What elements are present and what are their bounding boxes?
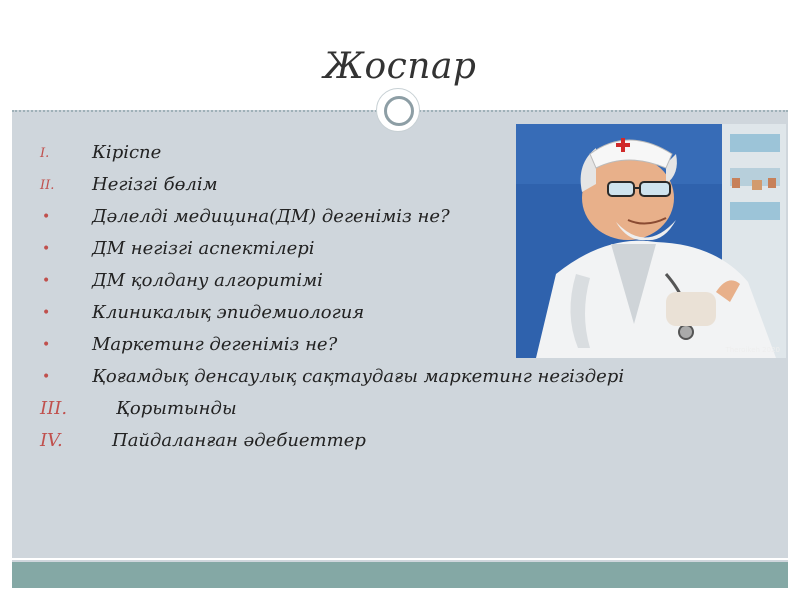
list-item-text: ДМ қолдану алгоритімі	[92, 270, 323, 291]
slide-frame	[12, 12, 788, 588]
list-marker: II.	[40, 178, 55, 193]
list-marker: IV.	[40, 430, 63, 451]
ring-inner	[384, 96, 414, 126]
bullet-icon: •	[42, 337, 51, 353]
bullet-icon: •	[42, 305, 51, 321]
list-item-text: Маркетинг дегеніміз не?	[92, 334, 338, 355]
list-item-text: Қорытынды	[116, 398, 237, 419]
footer-bar	[12, 562, 788, 588]
list-item-text: Негізгі бөлім	[92, 174, 218, 195]
bullet-icon: •	[42, 369, 51, 385]
doctor-drawing	[516, 124, 786, 358]
bullet-icon: •	[42, 273, 51, 289]
bullet-icon: •	[42, 209, 51, 225]
list-marker: I.	[40, 146, 50, 161]
ring-icon	[376, 88, 420, 132]
list-item-text: Кіріспе	[92, 142, 162, 163]
doctor-illustration	[516, 124, 786, 358]
list-marker: III.	[40, 398, 68, 419]
slide-title: Жоспар	[323, 46, 477, 87]
list-item-text: Пайдаланған әдебиеттер	[112, 430, 366, 451]
footer-separator	[12, 558, 788, 560]
list-item-text: Қоғамдық денсаулық сақтаудағы маркетинг негіздері	[92, 366, 625, 387]
list-item-text: Клиникалық эпидемиология	[92, 302, 365, 323]
bullet-icon: •	[42, 241, 51, 257]
list-item-text: ДМ негізгі аспектілері	[92, 238, 315, 259]
image-caption: Theroikeh 2020	[725, 346, 780, 354]
list-item-text: Дәлелді медицина(ДМ) дегеніміз не?	[92, 206, 450, 227]
